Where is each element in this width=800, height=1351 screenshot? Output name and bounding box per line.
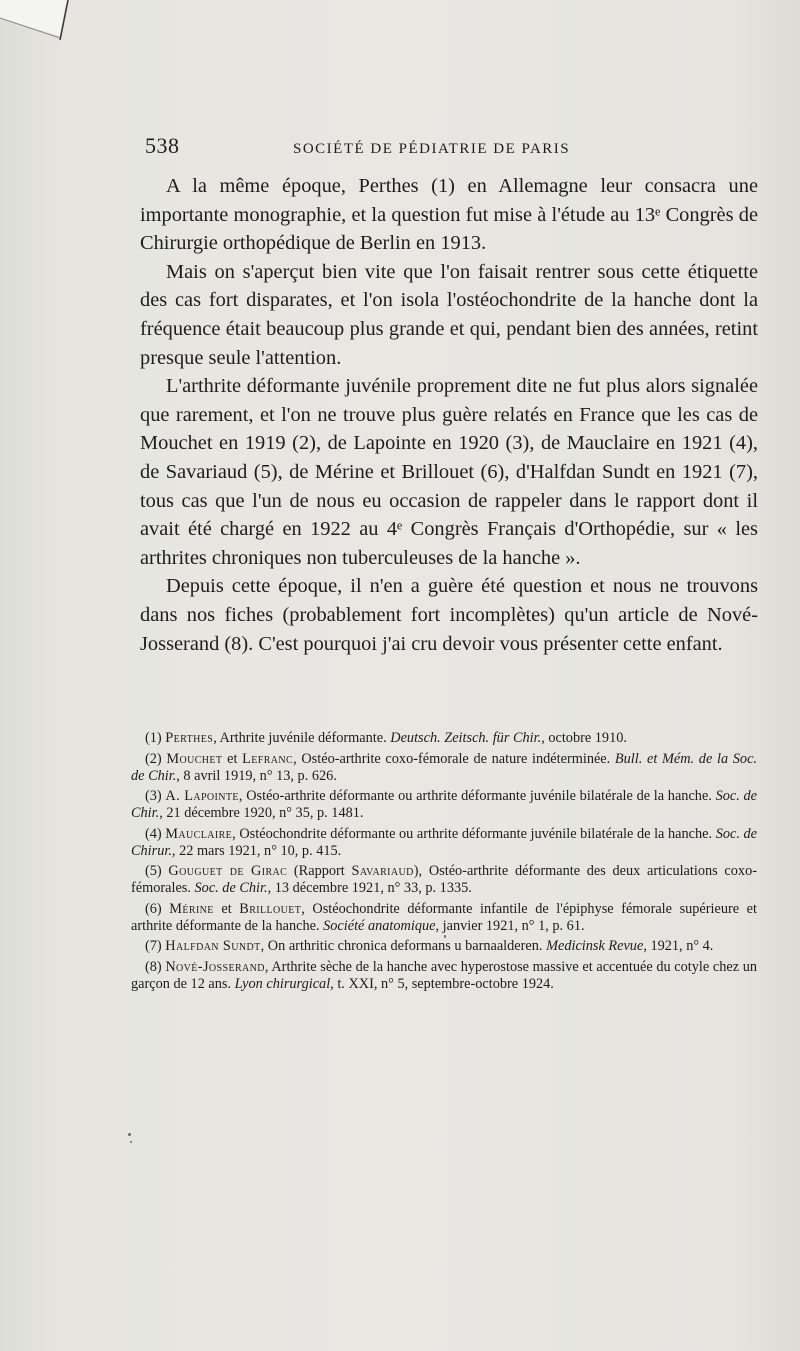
footnote-journal: Bull. et Mém. de la Soc. de Chir. (131, 750, 757, 784)
footnote-number: (4) (145, 825, 162, 842)
page-number: 538 (145, 133, 180, 158)
paragraph: L'arthrite déformante juvénile proprement dite ne fut plus alors signalée que rarement, et l'on ne trouve plus guère relatés en France que les cas de Mouchet en 1919 (2), de Lapointe en 1920 (3), de Mauclaire en 1921 (4), de Savariaud (5), de Mérine et Brillouet (6), d'Halfdan Sundt en 1921 (7), tous cas que l'un de nous eu occasion de rappeler dans le rapport dont il avait été chargé en 1922 au 4ᵉ Congrès Français d'Orthopédie, sur « les arthrites chroniques non tuberculeuses de la hanche ». (140, 375, 758, 569)
footnote-journal: Soc. de Chirur. (131, 825, 758, 859)
footnote-journal: Medicinsk Revue (546, 938, 644, 954)
footnote-author: Mérine (169, 900, 214, 917)
body-text (140, 172, 758, 658)
print-speck (444, 935, 446, 938)
running-title: SOCIÉTÉ DE PÉDIATRIE DE PARIS (293, 141, 571, 157)
footnote-author: Brillouet (239, 900, 302, 917)
footnote-author: Mouchet (166, 750, 223, 767)
footnote-number: (2) (145, 750, 162, 767)
footnote-number: (5) (145, 863, 162, 879)
footnote-journal: Soc. de Chir. (194, 880, 268, 896)
paragraph: Depuis cette époque, il n'en a guère été question et nous ne trouvons dans nos fiches (probablement fort incomplètes) qu'un article de Nové-Josserand (8). C'est pourquoi j'ai cru devoir vous présenter cette enfant. (140, 575, 758, 655)
paragraph: Mais on s'aperçut bien vite que l'on faisait rentrer sous cette étiquette des cas fort disparates, et l'on isola l'ostéochondrite de la hanche dont la fréquence était beaucoup plus grande et qui, pendant bien des années, retint presque seule l'attention. (140, 260, 758, 369)
footnote: (8) Nové-Josserand, Arthrite sèche de la hanche avec hyperostose massive et accentuée du cotyle chez un garçon de 12 ans. Lyon chirurgical, t. XXI, n° 5, septembre-octobre 1924. (131, 958, 757, 992)
footnote-author: Mauclaire (165, 825, 233, 842)
footnote: (6) Mérine et Brillouet, Ostéochondrite déformante infantile de l'épiphyse fémorale supérieure et arthrite déformante de la hanche. Société anatomique, janvier 1921, n° 1, p. 61. (131, 900, 757, 934)
footnote-author: Halfdan Sundt (165, 938, 261, 954)
footnote-number: (8) (145, 958, 162, 975)
footnote-author: Lefranc (242, 750, 294, 767)
page-header (145, 133, 600, 163)
footnote-journal: Deutsch. Zeitsch. für Chir. (390, 730, 542, 746)
footnote-author: Savariaud (351, 863, 414, 879)
footnote-number: (6) (145, 900, 162, 917)
print-speck (130, 1141, 132, 1143)
footnote: (5) Gouguet de Girac (Rapport Savariaud), Ostéo-arthrite déformante des deux articulations coxo-fémorales. Soc. de Chir., 13 décembre 1921, n° 33, p. 1335. (131, 863, 757, 896)
footnote: (2) Mouchet et Lefranc, Ostéo-arthrite coxo-fémorale de nature indéterminée. Bull. et Mém. de la Soc. de Chir., 8 avril 1919, n° 13, p. 626. (131, 750, 757, 784)
footnote-author: A. Lapointe (165, 788, 239, 804)
footnote-journal: Soc. de Chir. (131, 788, 757, 821)
footnote-number: (3) (145, 788, 162, 804)
footnote: (4) Mauclaire, Ostéochondrite déformante ou arthrite déformante juvénile bilatérale de la hanche. Soc. de Chirur., 22 mars 1921, n° 10, p. 415. (131, 825, 758, 859)
footnotes (131, 730, 757, 996)
print-speck (128, 1133, 131, 1136)
paragraph: A la même époque, Perthes (1) en Allemagne leur consacra une importante monographie, et la question fut mise à l'étude au 13ᵉ Congrès de Chirurgie orthopédique de Berlin en 1913. (140, 175, 758, 255)
footnote-number: (7) (145, 938, 162, 954)
footnote-author: Perthes (165, 730, 214, 746)
footnote: (3) A. Lapointe, Ostéo-arthrite déformante ou arthrite déformante juvénile bilatérale de la hanche. Soc. de Chir., 21 décembre 1920, n° 35, p. 1481. (131, 788, 757, 821)
folded-corner-mark (0, 0, 80, 60)
footnote: (7) Halfdan Sundt, On arthritic chronica deformans u barnaalderen. Medicinsk Revue, 1921, n° 4. (145, 938, 714, 954)
footnote-journal: Lyon chirurgical (234, 975, 331, 992)
footnote-number: (1) (145, 730, 162, 746)
footnote-author: Gouguet de Girac (168, 863, 288, 879)
footnote: (1) Perthes, Arthrite juvénile déformante. Deutsch. Zeitsch. für Chir., octobre 1910. (145, 730, 627, 746)
footnote-author: Nové-Josserand (165, 958, 265, 975)
footnote-journal: Société anatomique (323, 917, 436, 934)
